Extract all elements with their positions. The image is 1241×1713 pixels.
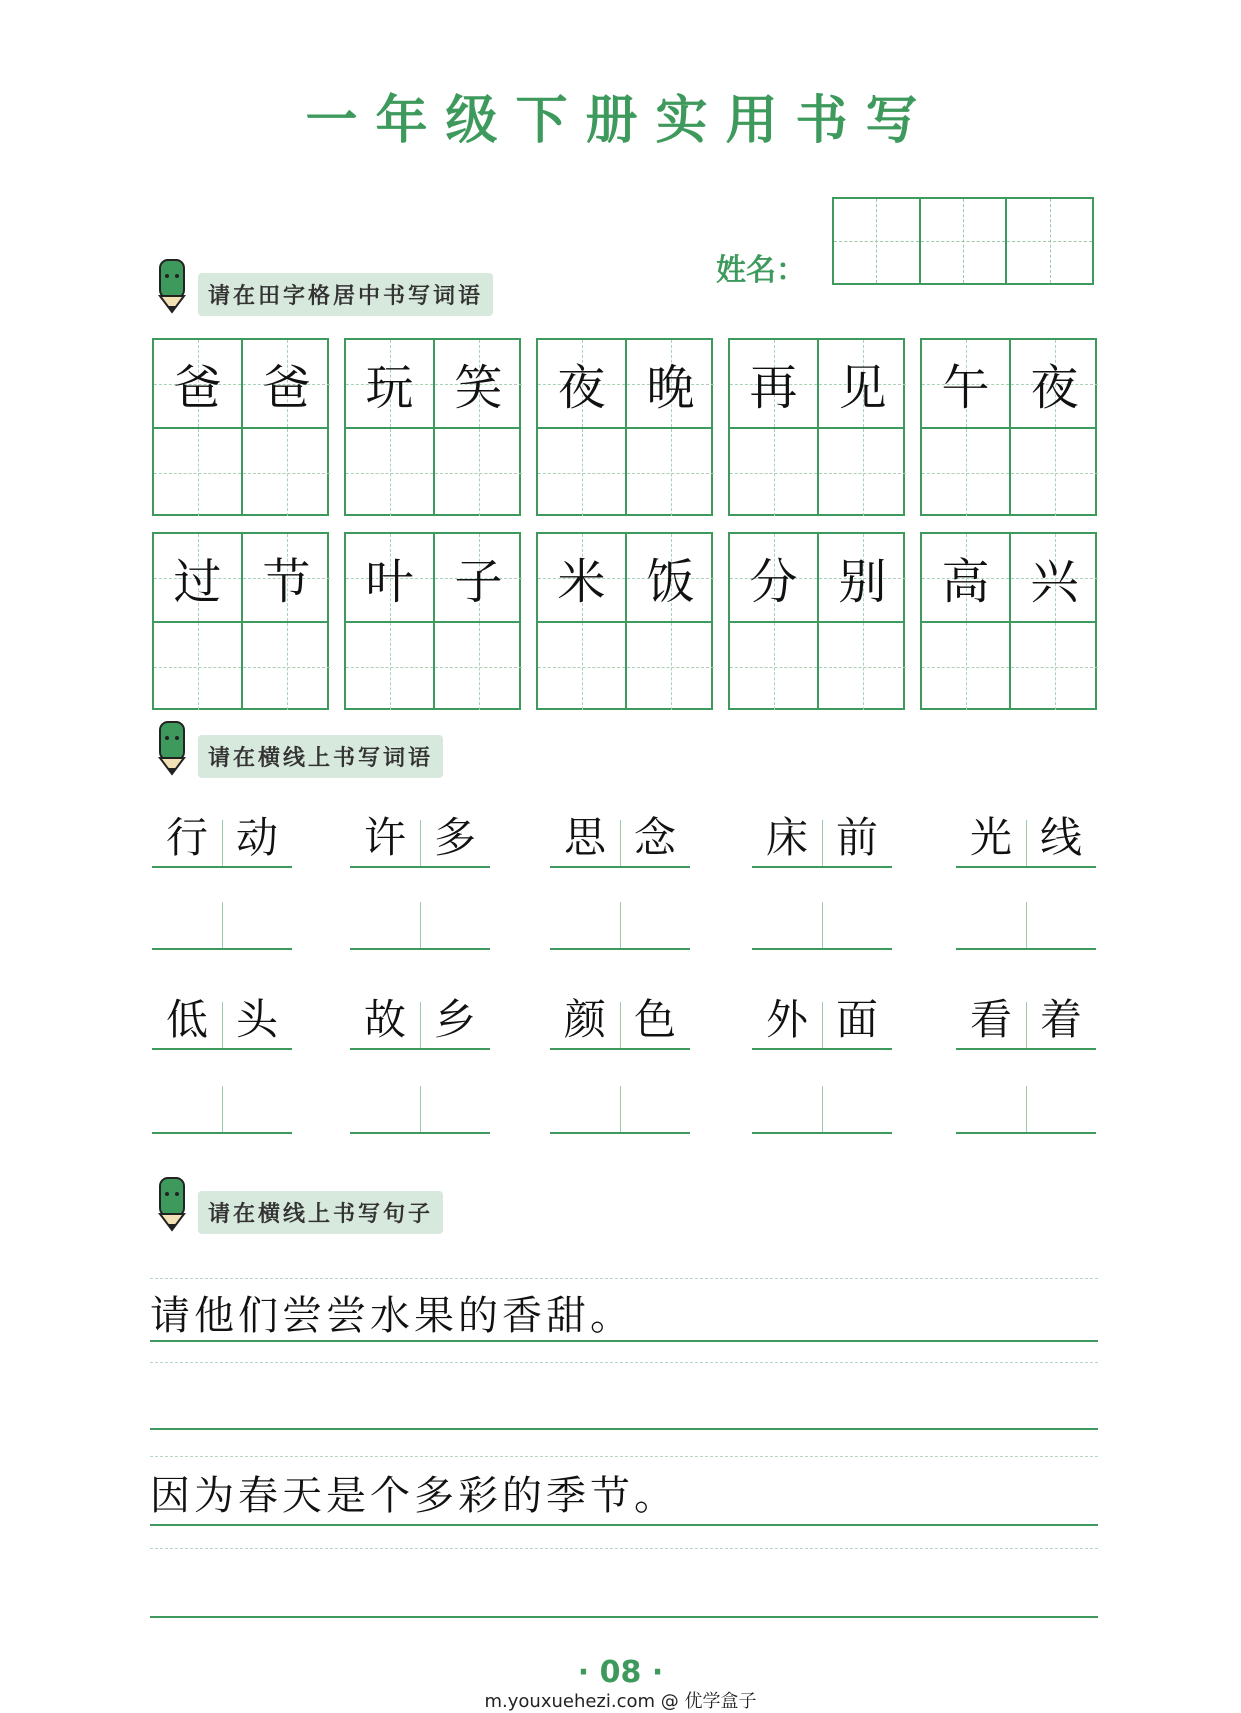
printed-word xyxy=(550,812,690,864)
printed-character: 念 xyxy=(633,813,676,862)
printed-word xyxy=(550,994,690,1046)
tianzige-cell-practice[interactable] xyxy=(154,623,241,710)
printed-character: 色 xyxy=(633,995,676,1044)
printed-word xyxy=(152,812,292,864)
printed-character: 米 xyxy=(557,554,606,610)
line-word-practice[interactable] xyxy=(550,1072,690,1134)
printed-character: 前 xyxy=(835,813,878,862)
printed-character: 思 xyxy=(563,813,606,862)
tianzige-cell-printed xyxy=(627,534,714,621)
grid-divider xyxy=(922,621,1095,623)
printed-character: 别 xyxy=(838,554,887,610)
printed-character: 午 xyxy=(941,360,990,416)
printed-character: 笑 xyxy=(454,360,503,416)
tianzige-cell-printed xyxy=(538,534,625,621)
tianzige-cell-practice[interactable] xyxy=(730,623,817,710)
printed-character: 面 xyxy=(835,995,878,1044)
tianzige-cell-printed xyxy=(154,340,241,427)
tianzige-cell-printed xyxy=(819,534,906,621)
printed-word xyxy=(752,812,892,864)
printed-character: 光 xyxy=(969,813,1012,862)
tianzige-cell-printed xyxy=(1011,340,1098,427)
sentence-1: 请他们尝尝水果的香甜。 xyxy=(150,1293,634,1339)
printed-character: 节 xyxy=(262,554,311,610)
center-divider xyxy=(1026,902,1027,948)
tianzige-word-block xyxy=(344,338,521,516)
pencil-icon xyxy=(152,258,192,316)
tianzige-cell-practice[interactable] xyxy=(730,429,817,516)
tianzige-cell-practice[interactable] xyxy=(538,623,625,710)
printed-character: 过 xyxy=(173,554,222,610)
name-box-3[interactable] xyxy=(1005,199,1092,283)
line-word-printed xyxy=(752,988,892,1050)
printed-character: 爸 xyxy=(262,360,311,416)
name-box-1[interactable] xyxy=(834,199,919,283)
printed-word xyxy=(956,812,1096,864)
printed-character: 许 xyxy=(363,813,406,862)
tianzige-word-block xyxy=(728,338,905,516)
tianzige-cell-printed xyxy=(1011,534,1098,621)
center-divider xyxy=(620,902,621,948)
tianzige-cell-printed xyxy=(435,534,522,621)
tianzige-cell-printed xyxy=(730,340,817,427)
section-header-lines xyxy=(152,720,443,778)
sentence-baseline xyxy=(150,1524,1098,1526)
tianzige-cell-practice[interactable] xyxy=(627,429,714,516)
printed-character: 叶 xyxy=(365,554,414,610)
tianzige-cell-practice[interactable] xyxy=(435,623,522,710)
tianzige-cell-practice[interactable] xyxy=(154,429,241,516)
section-label: 请在田字格居中书写词语 xyxy=(198,273,493,316)
tianzige-cell-printed xyxy=(154,534,241,621)
printed-character: 乡 xyxy=(433,995,476,1044)
printed-character: 故 xyxy=(363,995,406,1044)
center-divider xyxy=(222,1086,223,1132)
center-divider xyxy=(222,902,223,948)
tianzige-cell-practice[interactable] xyxy=(538,429,625,516)
pencil-icon xyxy=(152,720,192,778)
tianzige-cell-practice[interactable] xyxy=(819,623,906,710)
footer-watermark: m.youxuehezi.com @ 优学盒子 xyxy=(484,1691,757,1712)
center-divider xyxy=(822,902,823,948)
tianzige-cell-practice[interactable] xyxy=(627,623,714,710)
tianzige-cell-printed xyxy=(243,534,330,621)
tianzige-cell-printed xyxy=(922,534,1009,621)
tianzige-cell-practice[interactable] xyxy=(435,429,522,516)
center-divider xyxy=(420,1086,421,1132)
tianzige-cell-practice[interactable] xyxy=(922,623,1009,710)
printed-character: 行 xyxy=(165,813,208,862)
printed-character: 头 xyxy=(235,995,278,1044)
name-input-boxes[interactable] xyxy=(832,197,1094,285)
grid-divider xyxy=(346,427,519,429)
tianzige-word-block xyxy=(920,338,1097,516)
sentence-guide-top xyxy=(150,1278,1098,1279)
tianzige-cell-practice[interactable] xyxy=(1011,429,1098,516)
printed-character: 饭 xyxy=(646,554,695,610)
tianzige-cell-printed xyxy=(346,340,433,427)
section-header-tianzige xyxy=(152,258,493,316)
printed-character: 玩 xyxy=(365,360,414,416)
tianzige-cell-practice[interactable] xyxy=(243,429,330,516)
printed-character: 看 xyxy=(969,995,1012,1044)
printed-character: 多 xyxy=(433,813,476,862)
tianzige-cell-practice[interactable] xyxy=(1011,623,1098,710)
printed-character: 夜 xyxy=(557,360,606,416)
tianzige-word-block xyxy=(344,532,521,710)
tianzige-cell-practice[interactable] xyxy=(243,623,330,710)
line-word-printed xyxy=(152,988,292,1050)
printed-word xyxy=(152,994,292,1046)
line-word-practice[interactable] xyxy=(956,888,1096,950)
printed-word xyxy=(350,994,490,1046)
center-divider xyxy=(1026,1086,1027,1132)
printed-character: 高 xyxy=(941,554,990,610)
tianzige-word-block xyxy=(152,338,329,516)
line-word-practice[interactable] xyxy=(350,1072,490,1134)
tianzige-cell-printed xyxy=(819,340,906,427)
sentence-practice-line[interactable] xyxy=(150,1428,1098,1430)
tianzige-cell-printed xyxy=(538,340,625,427)
sentence-guide-top xyxy=(150,1548,1098,1549)
grid-divider xyxy=(538,427,711,429)
grid-divider xyxy=(154,427,327,429)
tianzige-word-block xyxy=(536,338,713,516)
line-word-printed xyxy=(752,806,892,868)
grid-divider xyxy=(154,621,327,623)
tianzige-cell-printed xyxy=(435,340,522,427)
name-box-2[interactable] xyxy=(919,199,1006,283)
printed-character: 兴 xyxy=(1030,554,1079,610)
line-word-practice[interactable] xyxy=(956,1072,1096,1134)
tianzige-word-block xyxy=(920,532,1097,710)
tianzige-cell-printed xyxy=(922,340,1009,427)
sentence-2: 因为春天是个多彩的季节。 xyxy=(150,1473,678,1519)
printed-character: 低 xyxy=(165,995,208,1044)
tianzige-cell-practice[interactable] xyxy=(819,429,906,516)
grid-divider xyxy=(730,427,903,429)
line-word-printed xyxy=(956,806,1096,868)
printed-character: 分 xyxy=(749,554,798,610)
page-number: · 08 · xyxy=(577,1655,664,1690)
name-label: 姓名： xyxy=(716,253,806,288)
printed-character: 床 xyxy=(765,813,808,862)
center-divider xyxy=(420,902,421,948)
line-word-printed xyxy=(350,806,490,868)
sentence-guide-top xyxy=(150,1362,1098,1363)
tianzige-word-block xyxy=(728,532,905,710)
line-word-printed xyxy=(550,988,690,1050)
grid-divider xyxy=(730,621,903,623)
printed-character: 动 xyxy=(235,813,278,862)
pencil-icon xyxy=(152,1176,192,1234)
line-word-practice[interactable] xyxy=(152,1072,292,1134)
printed-character: 爸 xyxy=(173,360,222,416)
printed-character: 夜 xyxy=(1030,360,1079,416)
printed-character: 见 xyxy=(838,360,887,416)
line-word-printed xyxy=(350,988,490,1050)
line-word-practice[interactable] xyxy=(752,1072,892,1134)
grid-divider xyxy=(922,427,1095,429)
printed-word xyxy=(956,994,1096,1046)
section-label: 请在横线上书写句子 xyxy=(198,1191,443,1234)
sentence-practice-line[interactable] xyxy=(150,1616,1098,1618)
printed-word xyxy=(752,994,892,1046)
printed-character: 线 xyxy=(1039,813,1082,862)
page-title: 一年级下册实用书写 xyxy=(305,90,936,151)
line-word-practice[interactable] xyxy=(152,888,292,950)
tianzige-word-block xyxy=(536,532,713,710)
line-word-practice[interactable] xyxy=(350,888,490,950)
printed-character: 子 xyxy=(454,554,503,610)
line-word-practice[interactable] xyxy=(550,888,690,950)
center-divider xyxy=(822,1086,823,1132)
line-word-practice[interactable] xyxy=(752,888,892,950)
printed-character: 着 xyxy=(1039,995,1082,1044)
tianzige-cell-printed xyxy=(346,534,433,621)
printed-character: 再 xyxy=(749,360,798,416)
tianzige-cell-practice[interactable] xyxy=(346,429,433,516)
line-word-printed xyxy=(956,988,1096,1050)
grid-divider xyxy=(538,621,711,623)
center-divider xyxy=(620,1086,621,1132)
sentence-guide-top xyxy=(150,1456,1098,1457)
section-header-sentences xyxy=(152,1176,443,1234)
tianzige-word-block xyxy=(152,532,329,710)
printed-character: 外 xyxy=(765,995,808,1044)
printed-character: 晚 xyxy=(646,360,695,416)
line-word-printed xyxy=(550,806,690,868)
printed-character: 颜 xyxy=(563,995,606,1044)
tianzige-cell-printed xyxy=(243,340,330,427)
tianzige-cell-printed xyxy=(627,340,714,427)
section-label: 请在横线上书写词语 xyxy=(198,735,443,778)
line-word-printed xyxy=(152,806,292,868)
printed-word xyxy=(350,812,490,864)
tianzige-cell-printed xyxy=(730,534,817,621)
sentence-baseline xyxy=(150,1340,1098,1342)
grid-divider xyxy=(346,621,519,623)
tianzige-cell-practice[interactable] xyxy=(922,429,1009,516)
tianzige-cell-practice[interactable] xyxy=(346,623,433,710)
